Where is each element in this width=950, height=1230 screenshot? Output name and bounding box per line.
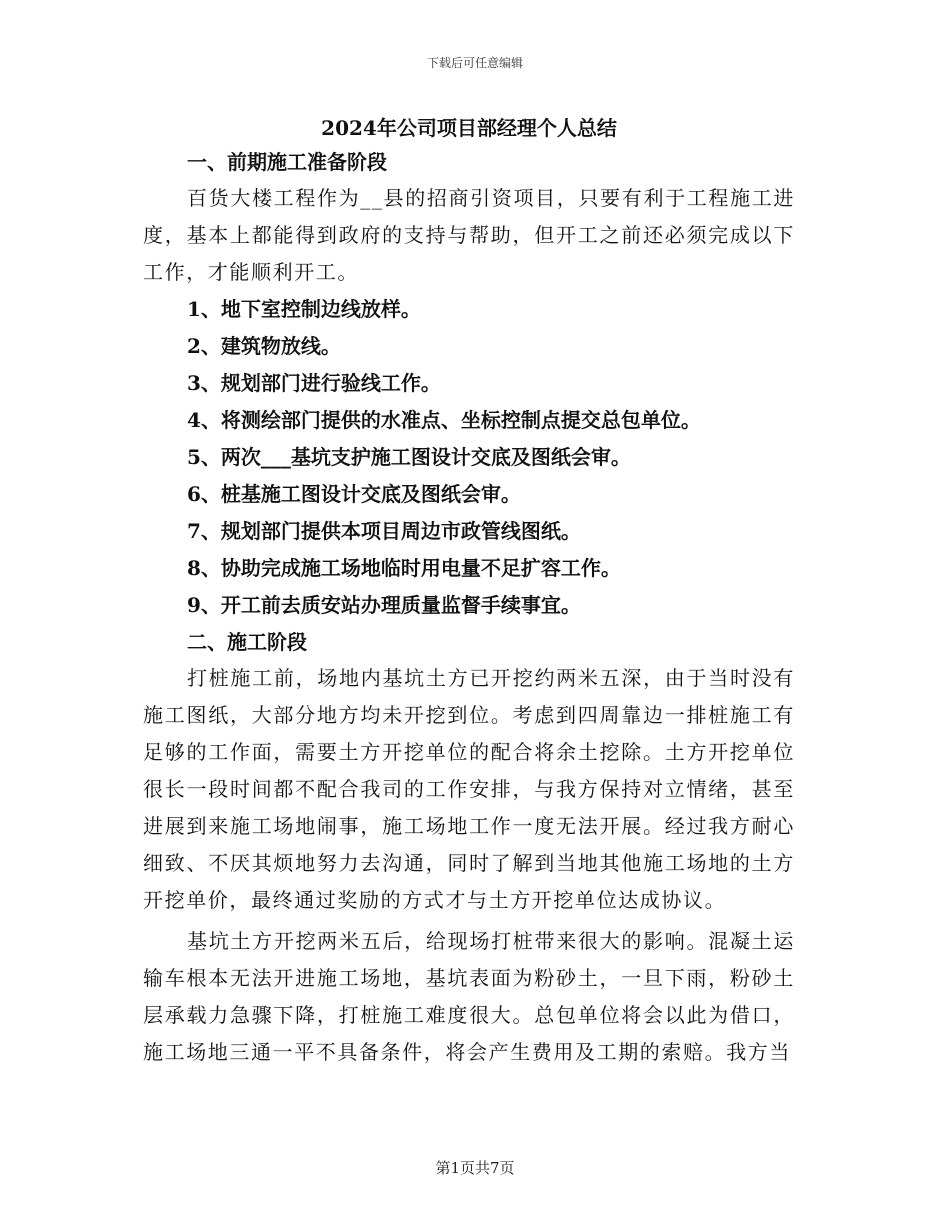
paragraph-construction-2: 基坑土方开挖两米五后，给现场打桩带来很大的影响。混凝土运输车根本无法开进施工场地，基坑表面为粉砂土，一旦下雨，粉砂土层承载力急骤下降，打桩施工难度很大。总包单位将会以此为借口，施工场地三通一平不具备条件，将会产生费用及工期的索赔。我方当 [143, 929, 795, 1064]
section-heading-2: 二、施工阶段 [187, 630, 307, 654]
list-item: 9、开工前去质安站办理质量监督手续事宜。 [187, 593, 581, 617]
prep-list [143, 291, 795, 624]
list-item: 7、规划部门提供本项目周边市政管线图纸。 [187, 519, 581, 543]
list-item: 6、桩基施工图设计交底及图纸会审。 [187, 482, 521, 506]
list-item: 3、规划部门进行验线工作。 [187, 371, 441, 395]
list-item: 2、建筑物放线。 [187, 334, 341, 358]
list-item: 4、将测绘部门提供的水准点、坐标控制点提交总包单位。 [187, 408, 701, 432]
section-heading-1: 一、前期施工准备阶段 [187, 150, 387, 174]
page-footer: 第1页共7页 [435, 1159, 515, 1177]
paragraph-intro: 百货大楼工程作为__县的招商引资项目，只要有利于工程施工进度，基本上都能得到政府的支持与帮助，但开工之前还必须完成以下工作，才能顺利开工。 [143, 186, 795, 284]
document-title: 2024年公司项目部经理个人总结 [321, 116, 617, 140]
header-note: 下载后可任意编辑 [426, 56, 523, 70]
paragraph-construction-1: 打桩施工前，场地内基坑土方已开挖约两米五深，由于当时没有施工图纸，大部分地方均未开挖到位。考虑到四周靠边一排桩施工有足够的工作面，需要土方开挖单位的配合将余土挖除。土方开挖单位很长一段时间都不配合我司的工作安排，与我方保持对立情绪，甚至进展到来施工场地闹事，施工场地工作一度无法开展。经过我方耐心细致、不厌其烦地努力去沟通，同时了解到当地其他施工场地的土方开挖单价，最终通过奖励的方式才与土方开挖单位达成协议。 [143, 666, 795, 912]
list-item: 5、两次___基坑支护施工图设计交底及图纸会审。 [187, 445, 631, 469]
document-body [143, 112, 795, 1071]
list-item: 8、协助完成施工场地临时用电量不足扩容工作。 [187, 556, 621, 580]
list-item: 1、地下室控制边线放样。 [187, 297, 421, 321]
